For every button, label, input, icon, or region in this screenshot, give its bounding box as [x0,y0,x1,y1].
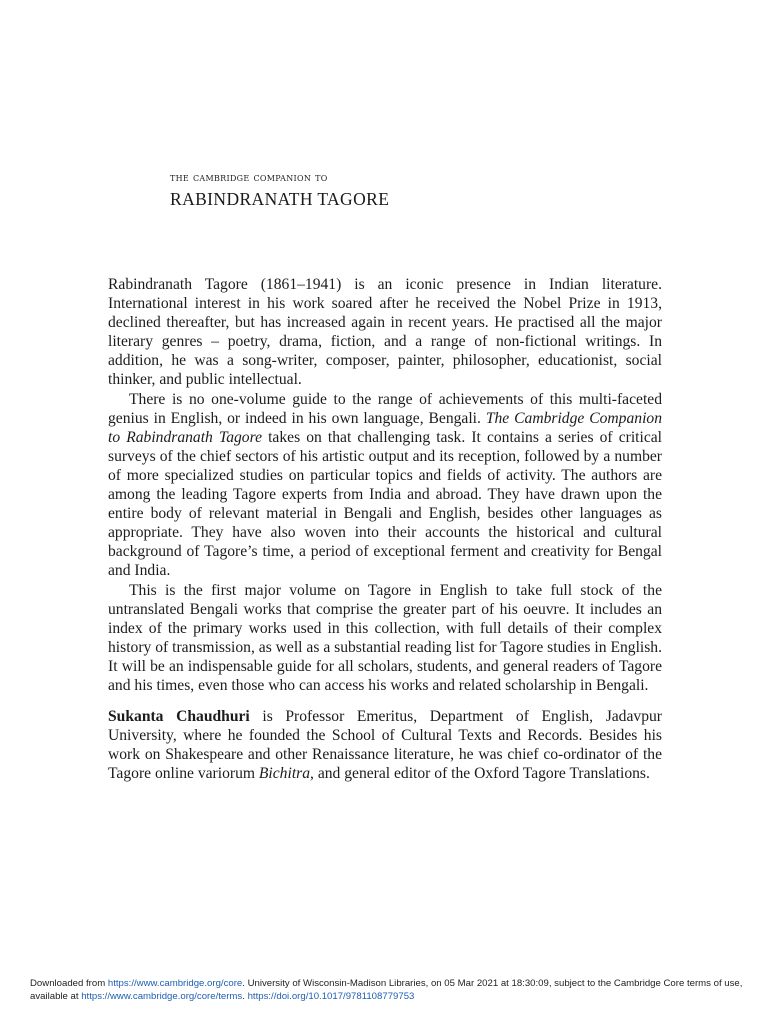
footer-text-2: . University of Wisconsin-Madison Libraries, on 05 Mar 2021 at 18:30:09, subject to the Cambridge Core terms of use, available at [30,978,743,1002]
blurb-paragraph-2 [108,390,662,581]
download-footer [30,977,760,1003]
blurb-paragraph-1: Rabindranath Tagore (1861–1941) is an iconic presence in Indian literature. International interest in his work soared after he received the Nobel Prize in 1913, declined thereafter, but has increased again in recent years. He practised all the major literary genres – poetry, drama, fiction, and a range of non-fictional writings. In addition, he was a song-writer, composer, painter, philosopher, educationist, social thinker, and public intellectual. [108,276,662,389]
blurb-paragraph-2-end: takes on that challenging task. It contains a series of critical surveys of the chief sectors of his artistic output and its reception, followed by a number of more specialized studies on particular topics and fields of activity. The authors are among the leading Tagore experts from India and abroad. They have drawn upon the entire body of relevant material in Bengali and English, besides other languages as appropriate. They have also woven into their accounts the historical and cultural background of Tagore’s time, a period of exceptional ferment and creativity for Bengal and India. [108,428,662,580]
terms-link[interactable]: https://www.cambridge.org/core/terms [81,991,243,1002]
footer-text-3: . [242,991,248,1002]
series-label: the cambridge companion to [170,170,328,184]
editor-name: Sukanta Chaudhuri [108,708,250,726]
editor-bio-end: , and general editor of the Oxford Tagore Translations. [310,765,650,783]
book-title-italic: The Cambridge Companion to Rabindranath Tagore [108,409,662,446]
footer-text-1: Downloaded from [30,978,108,989]
blurb-paragraph-3: This is the first major volume on Tagore in English to take full stock of the untranslated Bengali works that comprise the greater part of his oeuvre. It includes an index of the primary works used in this collection, with full details of their complex history of transmission, as well as a substantial reading list for Tagore studies in English. It will be an indispensable guide for all scholars, students, and general readers of Tagore and his times, even those who can access his works and related scholarship in Bengali. [108,581,662,694]
editor-bio-start: is Professor Emeritus, Department of English, Jadavpur University, where he founded the School of Cultural Texts and Records. Besides his work on Shakespeare and other Renaissance literature, he was chief co-ordinator of the Tagore online variorum [108,708,662,783]
doi-link[interactable]: https://doi.org/10.1017/9781108779753 [247,991,415,1002]
blurb [108,275,662,783]
book-title: RABINDRANATH TAGORE [170,189,390,209]
blurb-paragraph-2-start: There is no one-volume guide to the range of achievements of this multi-faceted genius in English, or indeed in his own language, Bengali. [108,390,662,427]
editor-bio [108,707,662,783]
bichitra-italic: Bichitra [258,765,311,783]
cambridge-core-link[interactable]: https://www.cambridge.org/core [107,978,243,989]
